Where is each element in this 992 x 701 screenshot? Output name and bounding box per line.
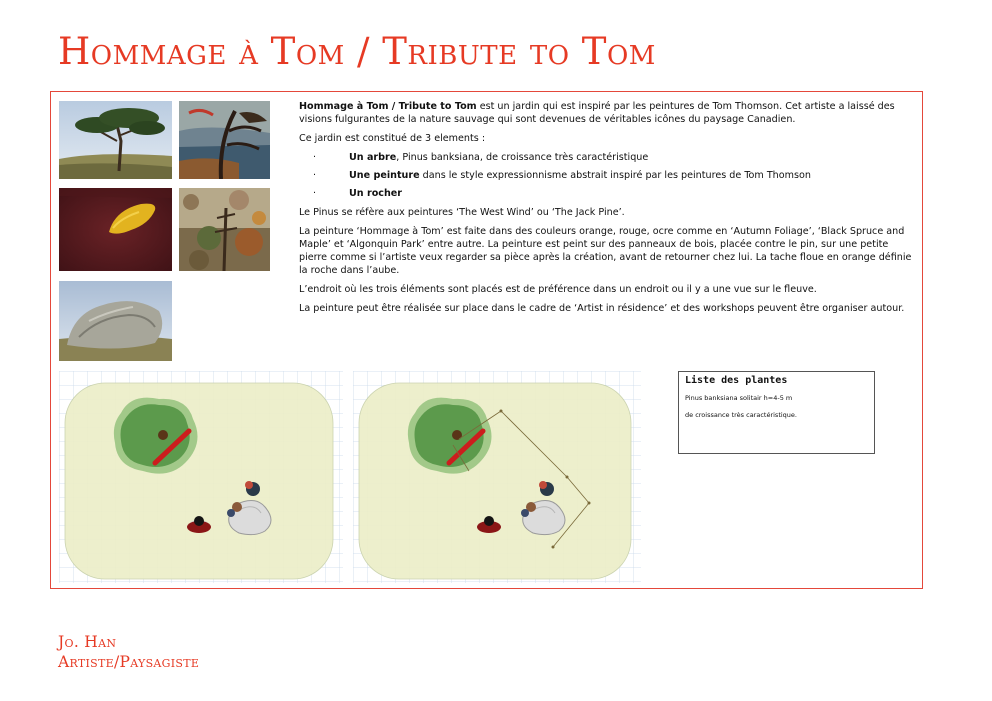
author-block	[58, 632, 199, 672]
elements-intro: Ce jardin est constitué de 3 elements :	[299, 133, 486, 144]
elements-list	[299, 151, 915, 200]
site-plan-right	[353, 371, 641, 583]
west-wind-painting-photo	[179, 101, 270, 179]
author-name: Jo. Han	[58, 633, 117, 651]
rock-photo	[59, 281, 172, 361]
site-plan-left	[59, 371, 343, 583]
plant-list-box	[678, 371, 875, 454]
plant-list-line: de croissance très caractéristique.	[685, 411, 797, 419]
author-role: Artiste/Paysagiste	[58, 653, 200, 671]
location-paragraph: L’endroit où les trois éléments sont placés est de préférence dans un endroit ou il y a une vue sur le fleuve.	[299, 284, 817, 295]
residence-paragraph: La peinture peut être réalisée sur place dans le cadre de ‘Artist in résidence’ et des workshops peuvent être organiser autour.	[299, 303, 905, 314]
jack-pine-photo	[59, 101, 172, 179]
list-item: · Une peinture dans le style expressionnisme abstrait inspiré par les peintures de Tom Thomson	[313, 170, 811, 181]
list-item: · Un rocher	[313, 188, 403, 199]
pinus-paragraph: Le Pinus se réfère aux peintures ‘The West Wind’ ou ‘The Jack Pine’.	[299, 207, 625, 218]
jack-pine-painting-photo	[179, 188, 270, 271]
page-title: Hommage à Tom / Tribute to Tom	[58, 30, 656, 73]
list-item: · Un arbre, Pinus banksiana, de croissance très caractéristique	[313, 152, 649, 163]
abstract-painting-photo	[59, 188, 172, 271]
description-text	[299, 100, 915, 321]
intro-paragraph: Hommage à Tom / Tribute to Tom est un jardin qui est inspiré par les peintures de Tom Thomson. Cet artiste a laissé des visions fulgurantes de la nature sauvage qui sont devenues de véritables icônes du paysage Canadien.	[299, 101, 895, 125]
plant-list-heading: Liste des plantes	[685, 375, 788, 386]
plant-list-line: Pinus banksiana solitair h=4-5 m	[685, 394, 793, 402]
painting-paragraph: La peinture ‘Hommage à Tom’ est faite dans des couleurs orange, rouge, ocre comme en ‘Autumn Foliage’, ‘Black Spruce and Maple’ et ‘Algonquin Park’ entre autre. La peinture est peint sur des panneaux de bois, placée contre le pin, sur une petite pierre comme si l’artiste veux regarder sa pièce après la création, avant de retourner chez lui. La tache floue en orange définie la roche dans l’aube.	[299, 226, 912, 276]
